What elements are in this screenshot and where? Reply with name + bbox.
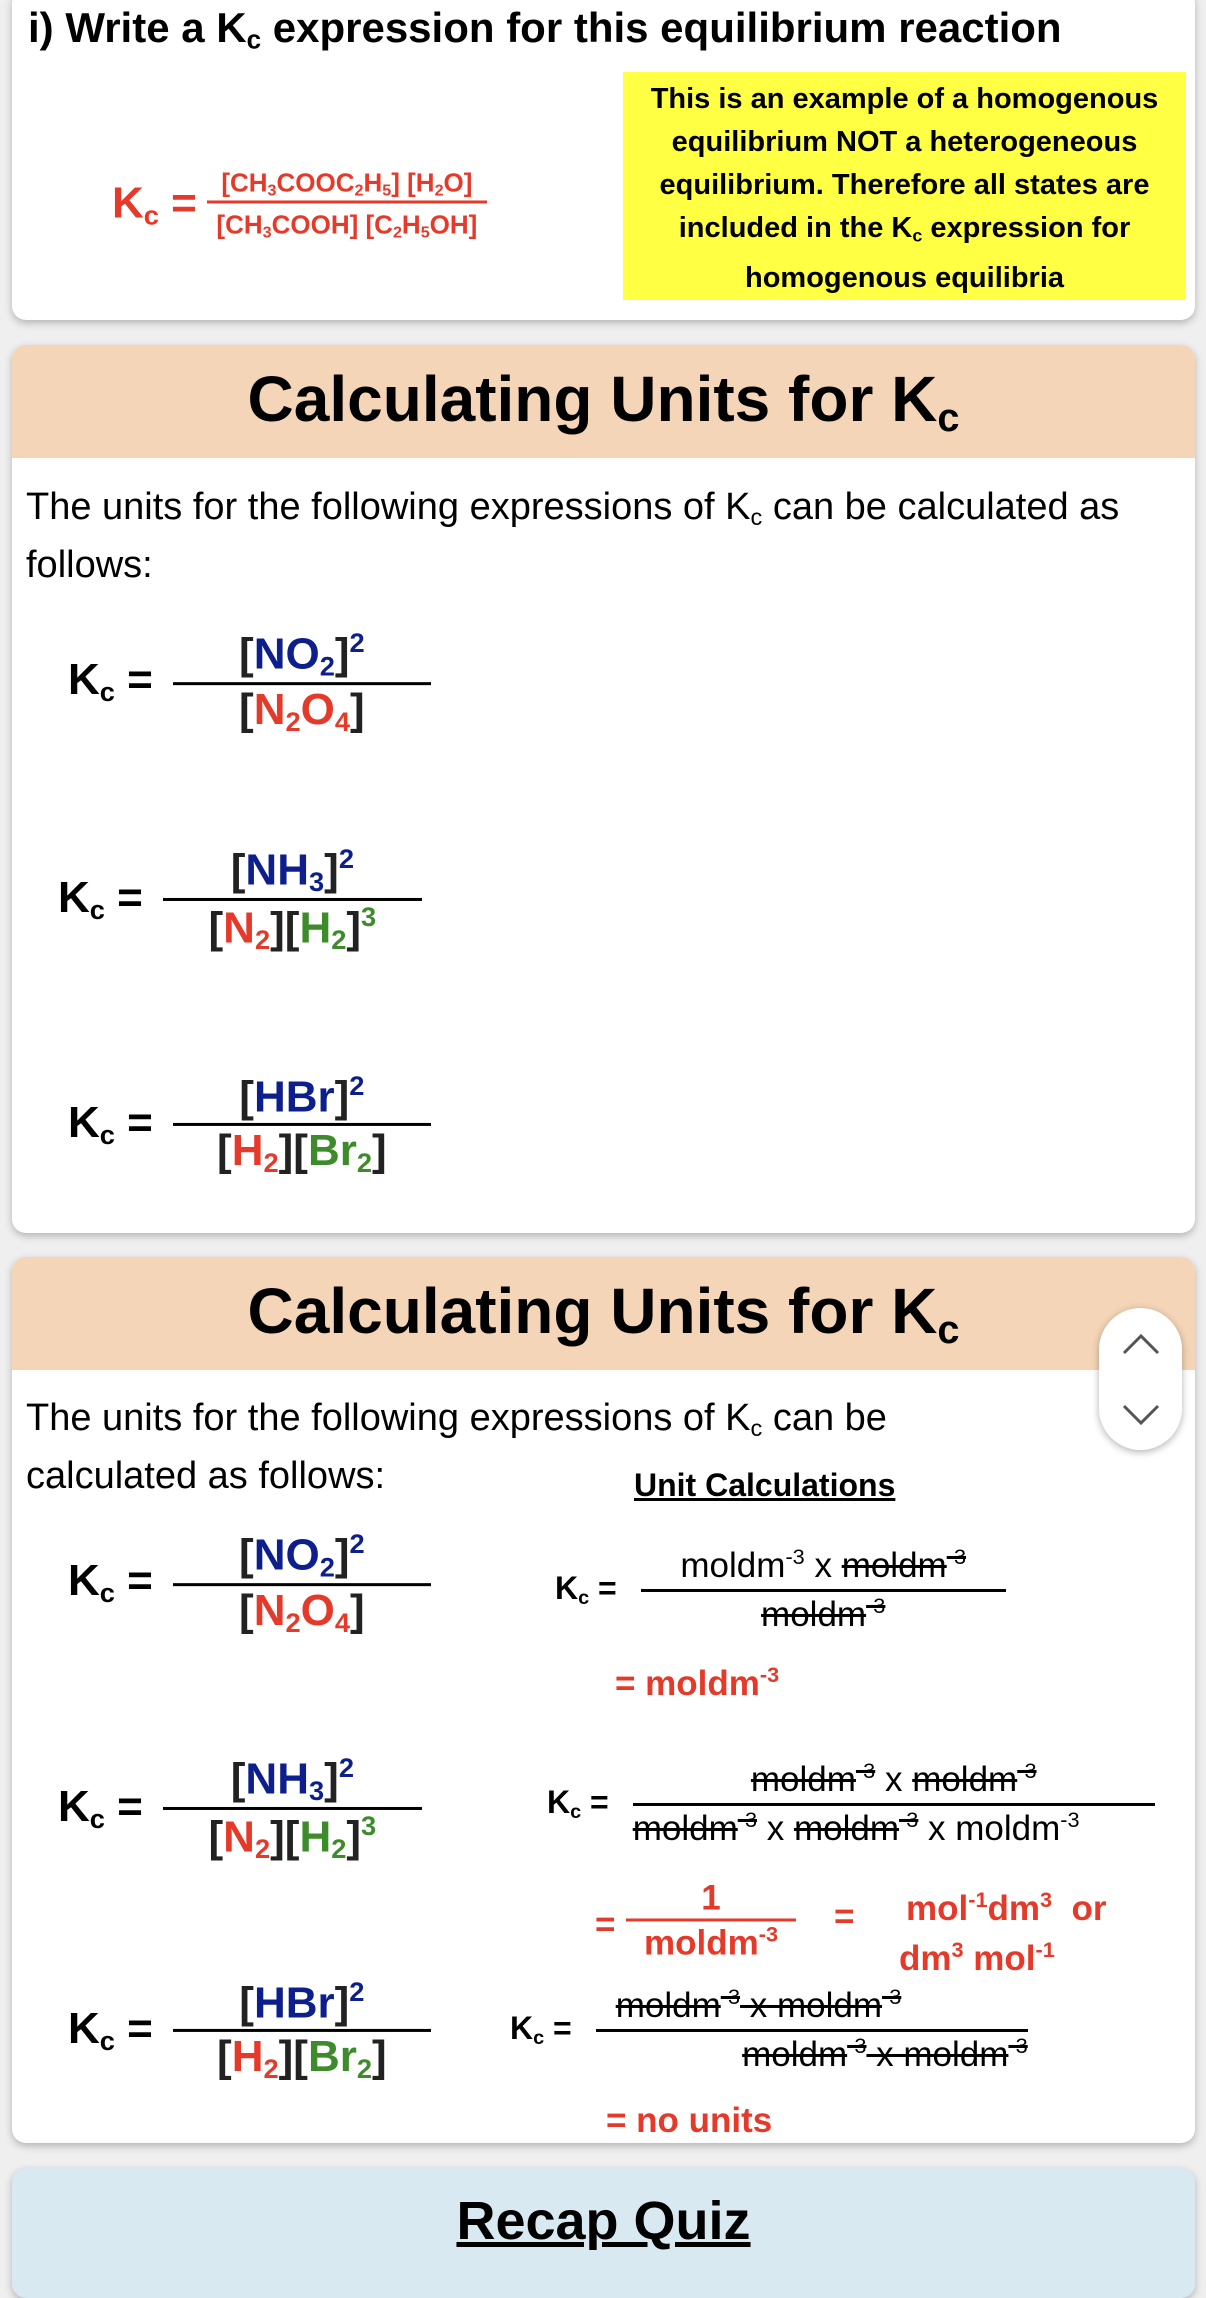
text-segment: H — [231, 2031, 264, 2081]
text-segment: O — [300, 1585, 335, 1635]
text-segment: H — [231, 1125, 264, 1175]
subscript: 2 — [356, 2052, 373, 2084]
text-segment: [ — [208, 902, 224, 952]
subscript: c — [570, 1800, 582, 1823]
kc-label — [555, 1570, 617, 1610]
denominator — [209, 901, 377, 956]
numerator: 1 — [701, 1878, 721, 1918]
text-segment: = no units — [606, 2101, 773, 2140]
units-card-expressions — [12, 345, 1195, 1233]
kc-expression-card — [12, 0, 1195, 320]
text-segment: or — [1052, 1889, 1107, 1929]
formula-no2 — [68, 1528, 431, 1638]
text-segment: N — [253, 1585, 286, 1635]
denominator — [239, 1586, 365, 1638]
text-segment: ] — [334, 1978, 350, 2028]
superscript: -3 — [758, 1921, 779, 1947]
superscript: -3 — [855, 1757, 876, 1783]
subscript: c — [99, 2024, 115, 2056]
text-segment: i) Write a K — [28, 4, 247, 51]
text-segment: K — [68, 1097, 100, 1147]
subscript: 2 — [354, 181, 364, 200]
text-segment: K — [58, 1781, 90, 1831]
superscript: 2 — [349, 1528, 365, 1560]
text-segment: = — [581, 1784, 609, 1821]
section-title — [248, 1274, 960, 1353]
text-segment: moldm — [643, 1923, 759, 1963]
subscript: 2 — [319, 650, 335, 682]
text-segment: moldm — [750, 1760, 856, 1799]
subscript: 5 — [382, 181, 392, 200]
text-segment: ][ — [270, 902, 300, 952]
kc-label — [510, 2010, 572, 2050]
text-segment: ] — [346, 1811, 362, 1861]
text-segment: = — [114, 1097, 153, 1147]
subscript: 3 — [267, 181, 277, 200]
superscript: -3 — [785, 1543, 805, 1569]
superscript: -3 — [1060, 1806, 1080, 1832]
superscript: -3 — [737, 1806, 758, 1832]
text-segment: moldm — [912, 1760, 1018, 1799]
text-segment: moldm — [680, 1546, 786, 1585]
denominator — [742, 2032, 1028, 2078]
text-segment: Calculating Units for K — [247, 1275, 938, 1348]
reciprocal-fraction — [626, 1878, 796, 1963]
text-segment: Br — [307, 2031, 357, 2081]
text-segment: [CH — [216, 209, 263, 240]
superscript: -3 — [1008, 2032, 1028, 2058]
text-segment: [ — [239, 629, 254, 679]
text-segment: = — [104, 872, 143, 922]
subscript: 2 — [434, 181, 444, 200]
text-segment: K — [68, 655, 100, 705]
superscript: 2 — [338, 1751, 354, 1783]
text-segment: The units for the following expressions of K — [26, 486, 751, 528]
recap-quiz-card[interactable] — [12, 2168, 1195, 2298]
text-segment: can be calculated as follows: — [26, 486, 1130, 586]
superscript: 2 — [349, 1975, 365, 2007]
superscript: -3 — [866, 1592, 886, 1618]
text-segment: [ — [230, 1754, 246, 1804]
scroll-up-button[interactable] — [1099, 1308, 1182, 1379]
text-segment: ] — [350, 684, 365, 734]
text-segment: [ — [239, 1072, 254, 1122]
superscript: -3 — [882, 1983, 902, 2009]
text-segment: ] — [334, 1072, 350, 1122]
denominator — [217, 2032, 387, 2084]
fraction-line — [207, 201, 487, 204]
kc-label — [68, 1557, 153, 1610]
superscript: 3 — [361, 1809, 377, 1841]
text-segment: K — [68, 2003, 100, 2053]
text-segment: x moldm — [740, 1986, 883, 2025]
superscript: -3 — [946, 1543, 967, 1569]
text-segment: = — [114, 2003, 153, 2053]
superscript: -3 — [1017, 1757, 1037, 1783]
text-segment: moldm — [841, 1546, 947, 1585]
numerator — [680, 1543, 966, 1589]
text-segment: moldm — [761, 1594, 867, 1634]
denominator — [209, 1810, 377, 1865]
text-segment: [ — [217, 2031, 232, 2081]
superscript: -1 — [968, 1886, 988, 1912]
text-segment: ] [H — [391, 167, 435, 198]
text-segment: NH — [245, 845, 309, 895]
subscript: 2 — [285, 1606, 301, 1638]
superscript: 3 — [951, 1936, 964, 1962]
text-segment: ] — [334, 1530, 350, 1580]
text-segment: [ — [239, 1978, 254, 2028]
superscript: -3 — [720, 1983, 741, 2009]
text-segment: K — [112, 178, 144, 228]
text-segment: COOH] [C — [271, 209, 393, 240]
text-segment: = — [544, 2010, 572, 2047]
subscript: 2 — [254, 1832, 271, 1864]
text-segment: K — [555, 1570, 579, 1607]
formula-hbr — [68, 1976, 431, 2084]
numerator — [231, 1752, 354, 1807]
note-text — [651, 83, 1167, 294]
subscript: c — [750, 1414, 763, 1441]
homogeneous-note — [623, 72, 1186, 300]
text-segment: x — [757, 1808, 794, 1848]
kc-label — [58, 873, 143, 926]
text-segment: dm — [899, 1939, 952, 1979]
text-segment: ] — [324, 845, 339, 895]
subscript: c — [89, 893, 105, 925]
subscript: 2 — [263, 1146, 279, 1178]
unit-result-3 — [606, 2101, 772, 2141]
subscript: c — [99, 1118, 115, 1150]
denominator — [217, 1126, 387, 1178]
units-card-calculations — [12, 1257, 1195, 2143]
kc-label — [547, 1784, 609, 1824]
formula-nh3 — [58, 843, 422, 955]
numerator — [239, 1070, 364, 1123]
subscript: c — [750, 503, 763, 530]
text-segment: x — [804, 1546, 842, 1585]
text-segment: [ — [208, 1811, 224, 1861]
formula-nh3 — [58, 1752, 422, 1864]
subscript: 2 — [254, 923, 271, 955]
text-segment: NO — [253, 629, 320, 679]
subscript: c — [99, 1577, 115, 1609]
numerator — [231, 843, 354, 898]
text-segment: K — [68, 1556, 100, 1606]
text-segment: moldm — [615, 1986, 721, 2025]
superscript: -3 — [899, 1806, 919, 1832]
intro-text — [26, 1394, 1066, 1500]
subscript: 2 — [392, 223, 402, 242]
numerator — [596, 1983, 902, 2029]
numerator — [239, 1528, 365, 1583]
text-segment: = — [158, 178, 197, 228]
text-segment: The units for the following expressions of K — [26, 1397, 751, 1439]
subscript: c — [533, 2026, 545, 2049]
kc-numerator — [221, 167, 472, 200]
text-segment: HBr — [253, 1072, 335, 1122]
denominator — [644, 1921, 778, 1963]
section-header — [12, 345, 1195, 458]
equals-sign: = — [595, 1905, 616, 1944]
scroll-down-button[interactable] — [1099, 1379, 1182, 1450]
subscript: c — [143, 199, 159, 231]
superscript: 3 — [361, 900, 377, 932]
unit-calc-1 — [555, 1543, 1006, 1637]
subscript: 3 — [308, 1775, 325, 1807]
text-segment: x moldm — [866, 2034, 1009, 2074]
question-title — [28, 4, 1062, 56]
subscript: 3 — [308, 866, 325, 898]
numerator — [751, 1757, 1037, 1803]
text-segment: OH] — [429, 209, 478, 240]
text-segment: mol — [963, 1939, 1036, 1979]
text-segment: ] — [372, 2031, 387, 2081]
text-segment: dm — [987, 1889, 1041, 1929]
text-segment: O] — [443, 167, 473, 198]
subscript: c — [937, 395, 960, 440]
text-segment: ][ — [270, 1811, 300, 1861]
recap-quiz-title: Recap Quiz — [456, 2191, 751, 2251]
denominator — [633, 1806, 1080, 1852]
kc-label — [68, 2004, 153, 2057]
text-segment: H — [363, 167, 383, 198]
text-segment: [CH — [221, 167, 268, 198]
text-segment: = — [104, 1781, 143, 1831]
kc-label — [112, 179, 197, 232]
subscript: 2 — [331, 923, 347, 955]
formula-no2 — [68, 627, 431, 737]
text-segment: N — [223, 1811, 255, 1861]
text-segment: can be calculated as follows: — [26, 1397, 898, 1497]
subscript: 2 — [285, 705, 301, 737]
subscript: 5 — [420, 223, 430, 242]
subscript: 3 — [262, 223, 272, 242]
unit-result-2b — [899, 1937, 1055, 1979]
kc-denominator — [216, 210, 477, 243]
text-segment: mol — [906, 1889, 969, 1929]
text-segment: moldm — [632, 1808, 738, 1848]
numerator — [239, 1976, 364, 2029]
superscript: 2 — [349, 627, 365, 659]
text-segment: N — [253, 684, 286, 734]
subscript: c — [937, 1307, 960, 1352]
text-segment: N — [223, 902, 255, 952]
text-segment: = — [114, 655, 153, 705]
text-segment: K — [547, 1784, 571, 1821]
superscript: -3 — [847, 2032, 867, 2058]
text-segment: [ — [239, 1530, 254, 1580]
text-segment: = moldm — [615, 1664, 760, 1704]
text-segment: [ — [239, 684, 254, 734]
text-segment: [ — [230, 845, 246, 895]
denominator — [239, 685, 365, 737]
chevron-up-icon — [1121, 1332, 1161, 1356]
subscript: 2 — [331, 1832, 347, 1864]
subscript: 4 — [334, 705, 351, 737]
text-segment: H — [299, 902, 332, 952]
text-segment: K — [510, 2010, 534, 2047]
subscript: c — [89, 1802, 105, 1834]
unit-calc-2 — [547, 1757, 1155, 1851]
superscript: -1 — [1035, 1936, 1055, 1962]
superscript: 3 — [1040, 1886, 1053, 1912]
kc-label — [68, 1098, 153, 1151]
unit-calculations-heading: Unit Calculations — [634, 1467, 896, 1503]
text-segment: ] — [334, 629, 350, 679]
formula-hbr — [68, 1070, 431, 1178]
text-segment: moldm — [742, 2034, 848, 2074]
text-segment: H — [299, 1811, 332, 1861]
unit-result-2a — [906, 1887, 1107, 1929]
text-segment: expression for this equilibrium reaction — [261, 4, 1062, 51]
text-segment: ][ — [278, 2031, 308, 2081]
superscript: -3 — [759, 1661, 780, 1687]
text-segment: = — [114, 1556, 153, 1606]
subscript: 4 — [334, 1606, 351, 1638]
text-segment: NO — [253, 1530, 320, 1580]
subscript: 2 — [319, 1551, 335, 1583]
subscript: c — [578, 1586, 590, 1609]
section-title — [248, 362, 960, 441]
superscript: 2 — [349, 1069, 365, 1101]
text-segment: expression for homogenous equilibria — [744, 212, 1139, 295]
kc-label — [68, 656, 153, 709]
text-segment: HBr — [253, 1978, 335, 2028]
section-header — [12, 1257, 1195, 1370]
text-segment: O — [300, 684, 335, 734]
text-segment: ][ — [278, 1125, 308, 1175]
text-segment: moldm — [794, 1808, 900, 1848]
intro-text — [26, 483, 1176, 589]
text-segment: Br — [307, 1125, 357, 1175]
subscript: c — [912, 225, 923, 246]
subscript: c — [99, 676, 115, 708]
kc-label — [58, 1782, 143, 1835]
text-segment: ] — [372, 1125, 387, 1175]
unit-result-1 — [615, 1662, 779, 1704]
subscript: c — [246, 24, 262, 55]
text-segment: ] — [324, 1754, 339, 1804]
text-segment: [ — [239, 1585, 254, 1635]
text-segment: Calculating Units for K — [247, 363, 938, 436]
text-segment: x moldm — [918, 1808, 1061, 1848]
text-segment: x — [875, 1760, 913, 1799]
text-segment: K — [58, 872, 90, 922]
superscript: 2 — [338, 842, 354, 874]
text-segment: ] — [346, 902, 362, 952]
text-segment: [ — [217, 1125, 232, 1175]
denominator — [761, 1592, 885, 1638]
scroll-controls — [1099, 1308, 1182, 1450]
text-segment: ] — [350, 1585, 365, 1635]
kc-expression — [112, 167, 487, 242]
unit-calc-3 — [510, 1983, 1028, 2077]
subscript: 2 — [263, 2052, 279, 2084]
text-segment: H — [401, 209, 421, 240]
text-segment: = — [589, 1570, 617, 1607]
text-segment: NH — [245, 1754, 309, 1804]
subscript: 2 — [356, 1146, 373, 1178]
text-segment: COOC — [276, 167, 355, 198]
equals-sign: = — [834, 1897, 855, 1936]
numerator — [239, 627, 365, 682]
text-segment: This is an example of a homogenous equilibrium NOT a heterogeneous equilibrium. Therefore all states are included in the K — [650, 83, 1167, 244]
chevron-down-icon — [1121, 1403, 1161, 1427]
